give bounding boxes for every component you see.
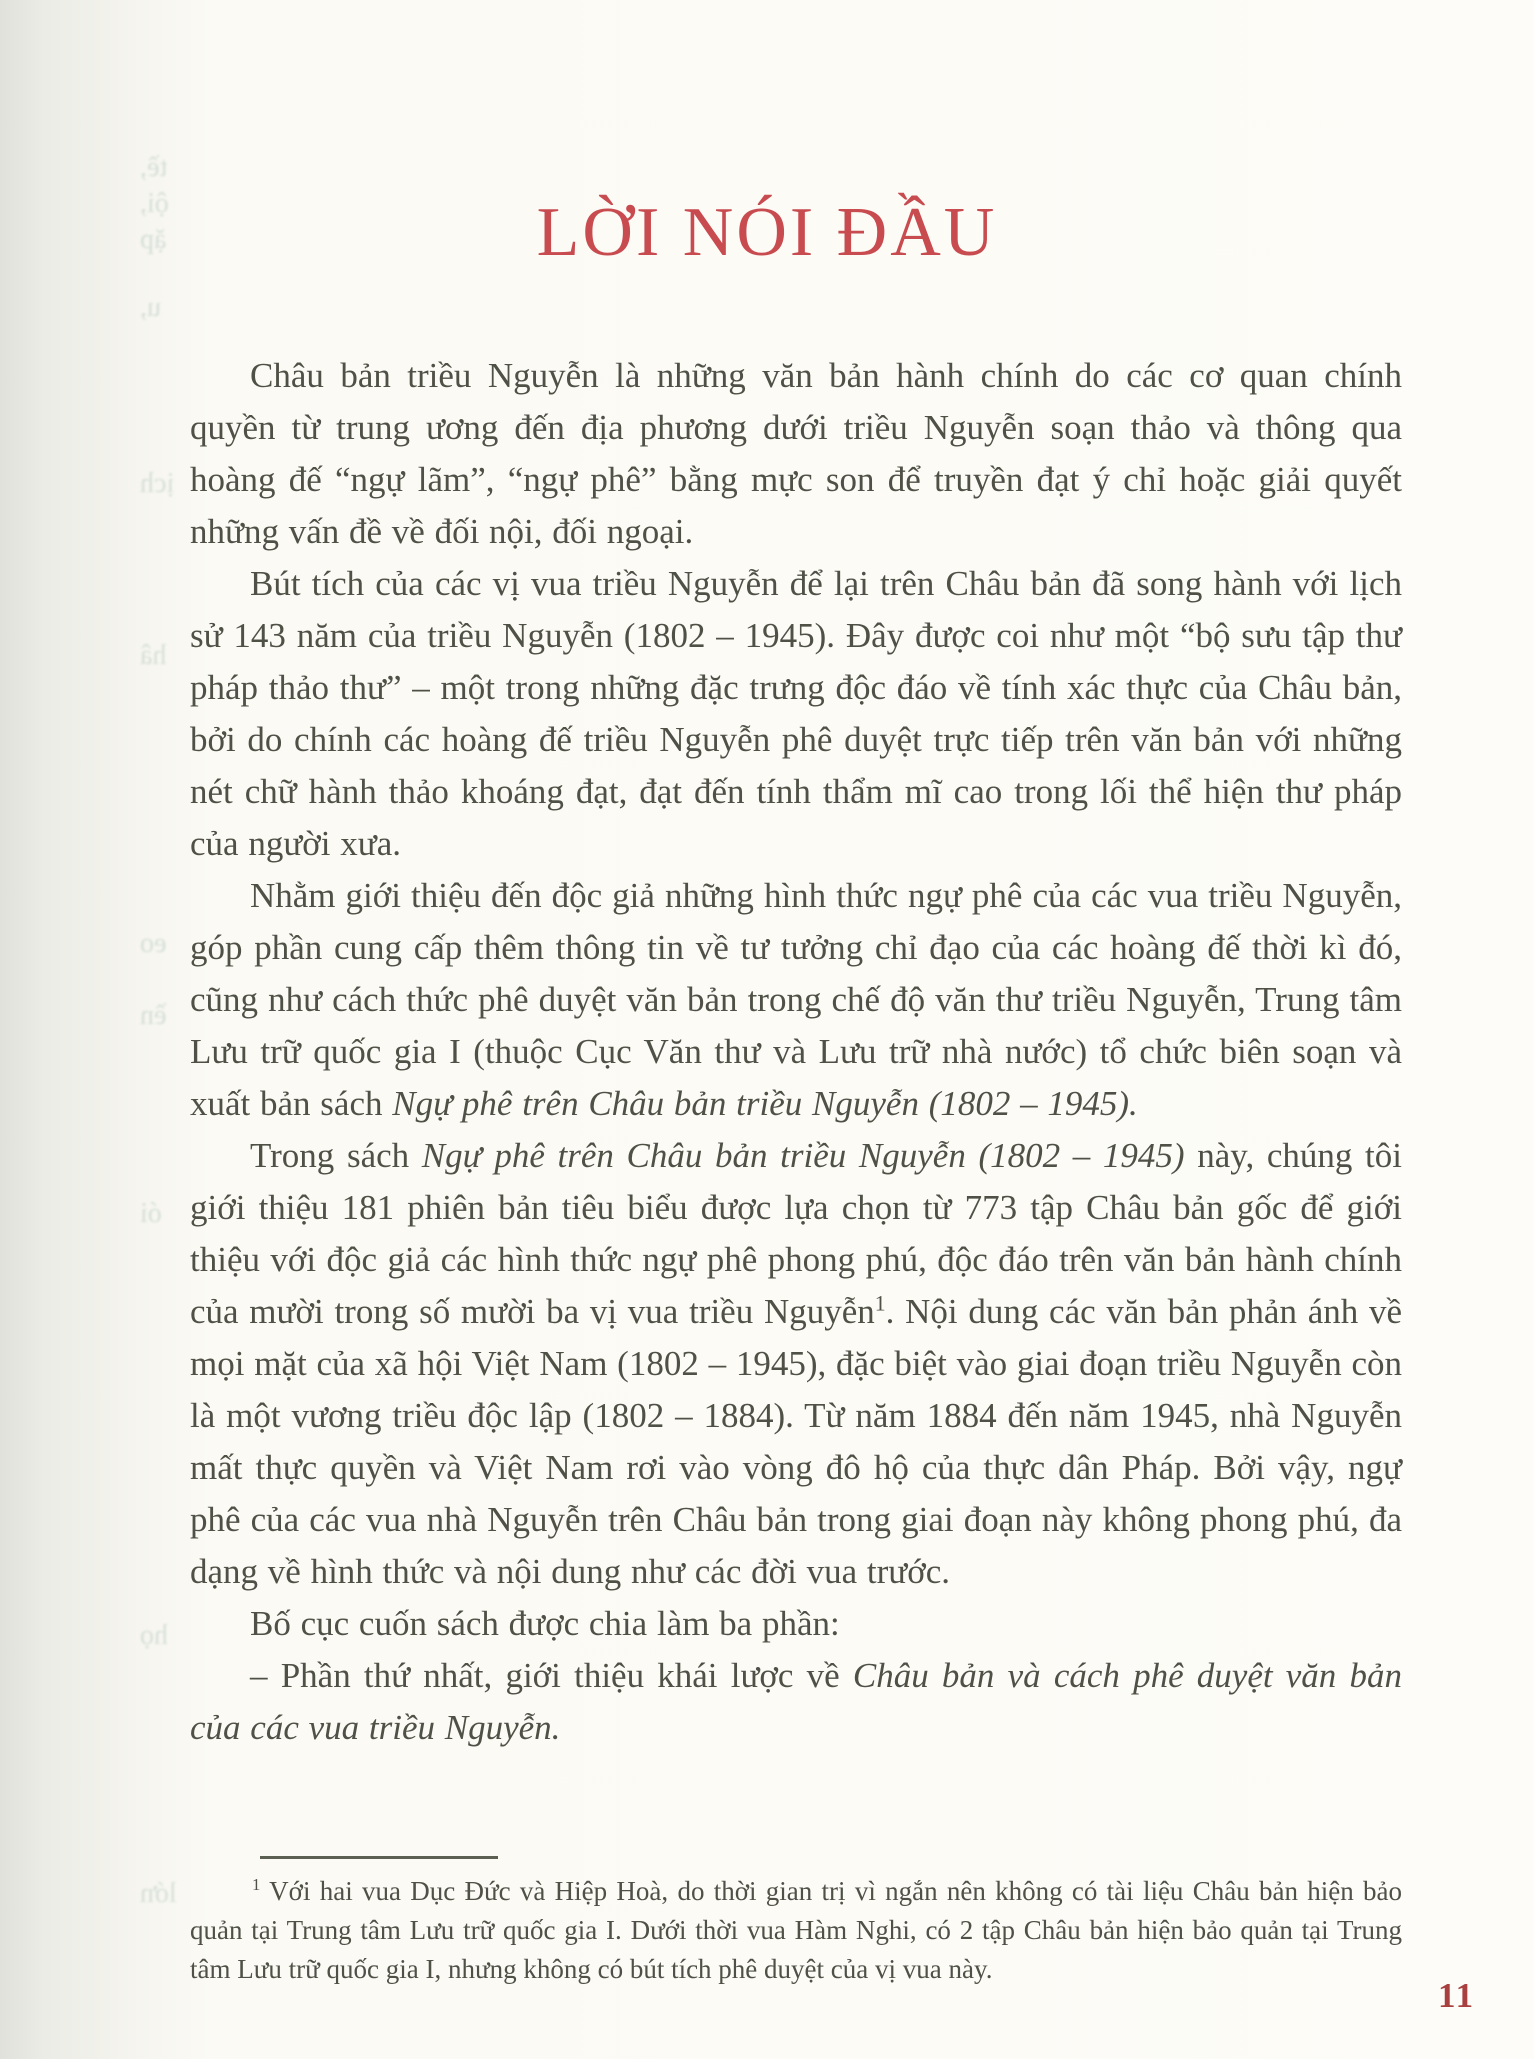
paragraph [190,1650,1402,1754]
italic-run: Ngự phê trên Châu bản triều Nguyễn (1802 – 1945) [421,1136,1185,1175]
paragraph [190,350,1402,558]
text-run: Trong sách [250,1136,422,1175]
paragraph [190,1130,1402,1598]
text-run: – Phần thứ nhất, giới thiệu khái lược về [250,1656,853,1695]
bleed-through-artifact: họ [140,1620,168,1651]
text-run: này, chúng tôi giới thiệu 181 phiên bản tiêu biểu được lựa chọn từ 773 tập Châu bản gốc để giới thiệu với độc giả các hình thức ngự phê phong phú, độc đáo trên văn bản hành chính của mười trong số mười ba vị vua triều Nguyễn [190,1136,1402,1331]
bleed-through-artifact: ịch [140,468,175,499]
text-run: . Nội dung các văn bản phản ánh về mọi mặt của xã hội Việt Nam (1802 – 1945), đặc biệt vào giai đoạn triều Nguyễn còn là một vương triều độc lập (1802 – 1884). Từ năm 1884 đến năm 1945, nhà Nguyễn mất thực quyền và Việt Nam rơi vào vòng đô hộ của thực dân Pháp. Bởi vậy, ngự phê của các vua nhà Nguyễn trên Châu bản trong giai đoạn này không phong phú, đa dạng về hình thức và nội dung như các đời vua trước. [190,1292,1402,1591]
text-run: Bút tích của các vị vua triều Nguyễn để lại trên Châu bản đã song hành với lịch sử 143 năm của triều Nguyễn (1802 – 1945). Đây được coi như một “bộ sưu tập thư pháp thảo thư” – một trong những đặc trưng độc đáo về tính xác thực của Châu bản, bởi do chính các hoàng đế triều Nguyễn phê duyệt trực tiếp trên văn bản với những nét chữ hành thảo khoáng đạt, đạt đến tính thẩm mĩ cao trong lối thể hiện thư pháp của người xưa. [190,564,1402,863]
paragraph [190,558,1402,870]
footnote-rule [260,1856,498,1859]
bleed-through-artifact: u, [140,292,161,323]
text-run: Châu bản triều Nguyễn là những văn bản hành chính do các cơ quan chính quyền từ trung ương đến địa phương dưới triều Nguyễn soạn thảo và thông qua hoàng đế “ngự lãm”, “ngự phê” bằng mực son để truyền đạt ý chỉ hoặc giải quyết những vấn đề về đối nội, đối ngoại. [190,356,1402,551]
bleed-through-artifact: eo [140,928,167,959]
footnote-marker: 1 [874,1291,886,1316]
bleed-through-artifact: ội, [140,188,169,219]
text-run: Với hai vua Dục Đức và Hiệp Hoà, do thời gian trị vì ngắn nên không có tài liệu Châu bản hiện bảo quản tại Trung tâm Lưu trữ quốc gia I. Dưới thời vua Hàm Nghi, có 2 tập Châu bản hiện bảo quản tại Trung tâm Lưu trữ quốc gia I, nhưng không có bút tích phê duyệt của vị vua này. [190,1876,1402,1984]
bleed-through-artifact: ói [140,1198,162,1229]
ghost-column [0,0,190,2059]
bleed-through-artifact: hâ [140,640,167,671]
footnote-text [190,1872,1402,1989]
bleed-through-artifact: ặp [140,224,167,255]
italic-run: Châu bản và cách phê duyệt văn bản của các vua triều Nguyễn. [190,1656,1402,1747]
footnote-marker: 1 [252,1875,261,1894]
bleed-through-artifact: tề, [140,152,168,183]
bleed-through-artifact: lớn [140,1878,177,1909]
text-run: Nhằm giới thiệu đến độc giả những hình thức ngự phê của các vua triều Nguyễn, góp phần cung cấp thêm thông tin về tư tưởng chỉ đạo của các hoàng đế thời kì đó, cũng như cách thức phê duyệt văn bản trong chế độ văn thư triều Nguyễn, Trung tâm Lưu trữ quốc gia I (thuộc Cục Văn thư và Lưu trữ nhà nước) tổ chức biên soạn và xuất bản sách [190,876,1402,1123]
page-title: LỜI NÓI ĐẦU [536,194,998,271]
body-paragraphs [190,350,1402,1754]
text-run: Bố cục cuốn sách được chia làm ba phần: [250,1604,840,1643]
bleed-through-artifact: ền [140,1000,167,1031]
paragraph [190,870,1402,1130]
paragraph [190,1598,1402,1650]
page-number: 11 [1438,1976,1476,2015]
italic-run: Ngự phê trên Châu bản triều Nguyễn (1802 – 1945). [392,1084,1138,1123]
